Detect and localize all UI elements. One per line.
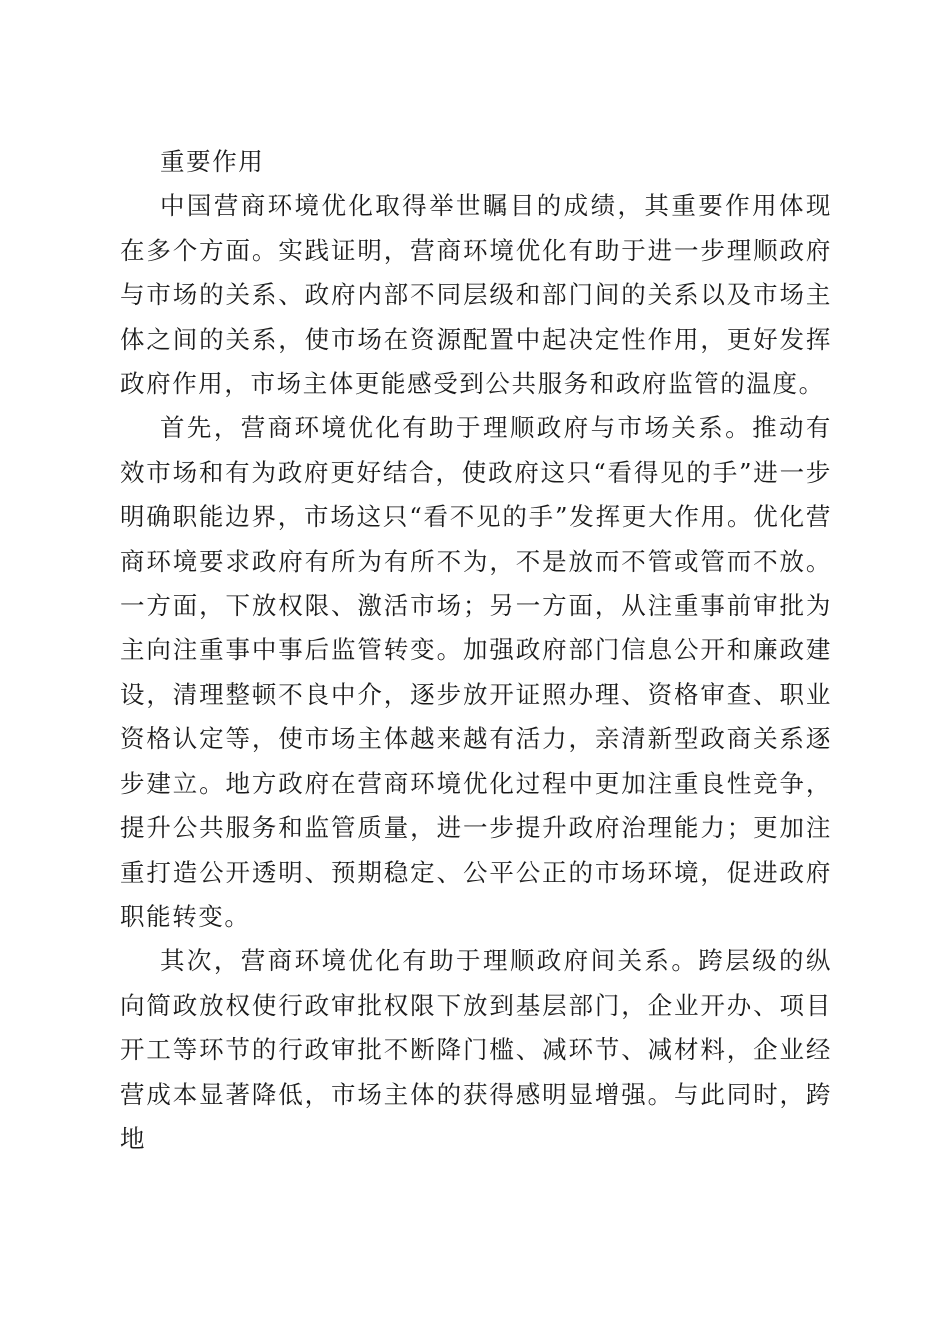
document-body (120, 140, 832, 1161)
paragraph-intro: 中国营商环境优化取得举世瞩目的成绩，其重要作用体现在多个方面。实践证明，营商环境优化有助于进一步理顺政府与市场的关系、政府内部不同层级和部门间的关系以及市场主体之间的关系，使市场在资源配置中起决定性作用，更好发挥政府作用，市场主体更能感受到公共服务和政府监管的温度。 (120, 191, 832, 399)
paragraph-second: 其次，营商环境优化有助于理顺政府间关系。跨层级的纵向简政放权使行政审批权限下放到基层部门，企业开办、项目开工等环节的行政审批不断降门槛、减环节、减材料，企业经营成本显著降低，市场主体的获得感明显增强。与此同时，跨地 (120, 946, 832, 1153)
paragraph-first: 首先，营商环境优化有助于理顺政府与市场关系。推动有效市场和有为政府更好结合，使政府这只“看得见的手”进一步明确职能边界，市场这只“看不见的手”发挥更大作用。优化营商环境要求政府有所为有所不为，不是放而不管或管而不放。一方面，下放权限、激活市场；另一方面，从注重事前审批为主向注重事中事后监管转变。加强政府部门信息公开和廉政建设，清理整顿不良中介，逐步放开证照办理、资格审查、职业资格认定等，使市场主体越来越有活力，亲清新型政商关系逐步建立。地方政府在营商环境优化过程中更加注重良性竞争，提升公共服务和监管质量，进一步提升政府治理能力；更加注重打造公开透明、预期稳定、公平公正的市场环境，促进政府职能转变。 (120, 413, 832, 931)
section-heading: 重要作用 (160, 147, 265, 176)
